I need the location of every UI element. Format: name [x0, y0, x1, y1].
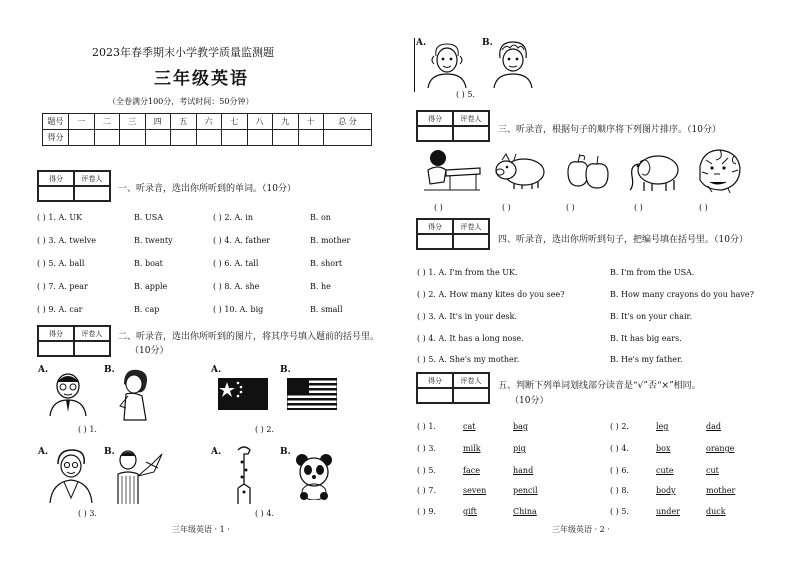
score-table-header: 七: [222, 114, 248, 130]
option-b-label: B.: [104, 447, 115, 457]
man-glasses-picture: [44, 370, 96, 418]
order-blank[interactable]: ( ): [699, 203, 708, 212]
page-footer-2: 三年级英语 · 2 ·: [552, 525, 610, 534]
option-b: B. on: [310, 213, 331, 222]
grade-box-1: [37, 170, 111, 202]
score-cell[interactable]: [196, 130, 222, 146]
grade-box-3: [416, 110, 490, 142]
question-4-2[interactable]: ( ) 2. A. How many kites do you see?: [417, 290, 565, 299]
score-table: [42, 113, 372, 146]
grandmother-picture: [44, 448, 100, 504]
score-table-header: 八: [247, 114, 273, 130]
page-footer-1: 三年级英语 · 1 ·: [172, 525, 230, 534]
score-table-header: 三: [120, 114, 146, 130]
grader-cell[interactable]: [74, 186, 110, 201]
word: body: [656, 486, 676, 495]
grader-cell[interactable]: [453, 126, 489, 141]
word: hand: [513, 466, 534, 475]
score-table-header: 六: [196, 114, 222, 130]
grade-cell[interactable]: [417, 126, 453, 141]
option-b: B. I'm from the USA.: [610, 268, 695, 277]
exam-info: （全卷满分100分，考试时间：50分钟）: [108, 97, 254, 106]
question-1-4[interactable]: ( ) 4. A. father: [213, 236, 271, 245]
word: face: [463, 466, 480, 475]
grade-label: 得分: [417, 111, 453, 126]
grader-cell[interactable]: [453, 388, 489, 403]
word: under: [656, 507, 680, 516]
question-4-5[interactable]: ( ) 5. A. She's my mother.: [417, 355, 520, 364]
grade-label: 得分: [38, 326, 74, 341]
section4-title: 四、听录音，选出你所听到句子，把编号填在括号里。（10分）: [498, 235, 748, 245]
option-a-label: A.: [211, 365, 222, 375]
section5-title: 五、判断下列单词划线部分读音是“√”否“×”相同。: [498, 381, 701, 391]
score-cell[interactable]: [171, 130, 197, 146]
question-1-2[interactable]: ( ) 2. A. in: [213, 213, 254, 222]
word: mother: [706, 486, 736, 495]
section3-title: 三、听录音，根据句子的顺序将下列图片排序。（10分）: [498, 125, 721, 135]
question-5-left[interactable]: ( ) 1.: [417, 422, 436, 431]
question-2-3[interactable]: ( ) 3.: [78, 509, 97, 518]
score-table-header: 一: [69, 114, 95, 130]
grader-label: 评卷人: [453, 373, 489, 388]
grade-box-5: [416, 372, 490, 404]
score-cell[interactable]: [324, 130, 372, 146]
woman-picture: [110, 366, 158, 422]
word: gift: [463, 507, 477, 516]
option-b: B. short: [310, 259, 343, 268]
option-b: B. It has big ears.: [610, 334, 682, 343]
word: dad: [706, 422, 722, 431]
order-blank[interactable]: ( ): [434, 203, 443, 212]
question-2-1[interactable]: ( ) 1.: [78, 425, 97, 434]
question-5-right[interactable]: ( ) 2.: [610, 422, 629, 431]
grade-box-2: [37, 325, 111, 357]
giraffe-picture: [228, 444, 258, 506]
question-5-left[interactable]: ( ) 3.: [417, 444, 436, 453]
pig-picture: [494, 150, 546, 190]
section5-score: （10分）: [510, 396, 549, 406]
question-1-3[interactable]: ( ) 3. A. twelve: [37, 236, 96, 245]
elephant-picture: [626, 150, 682, 192]
word: leg: [656, 422, 669, 431]
question-4-4[interactable]: ( ) 4. A. It has a long nose.: [417, 334, 524, 343]
word: bag: [513, 422, 529, 431]
margin-line: [414, 38, 415, 92]
option-b: B. USA: [134, 213, 163, 222]
option-a-label: A.: [38, 447, 49, 457]
score-cell[interactable]: [247, 130, 273, 146]
exam-title: 2023年春季期末小学教学质量监测题: [92, 46, 274, 59]
word: cute: [656, 466, 674, 475]
boy-desk-picture: [420, 148, 482, 192]
apples-picture: [564, 152, 612, 190]
question-2-5[interactable]: ( ) 5.: [456, 90, 475, 99]
man-kite-picture: [108, 446, 164, 506]
question-1-7[interactable]: ( ) 7. A. pear: [37, 282, 88, 291]
score-table-header: 九: [273, 114, 299, 130]
question-5-left[interactable]: ( ) 9.: [417, 507, 436, 516]
word: orange: [706, 444, 735, 453]
question-1-9[interactable]: ( ) 9. A. car: [37, 305, 83, 314]
option-b: B. small: [310, 305, 343, 314]
question-4-1[interactable]: ( ) 1. A. I'm from the UK.: [417, 268, 518, 277]
grader-cell[interactable]: [453, 234, 489, 249]
option-b: B. boat: [134, 259, 163, 268]
option-b: B. cap: [134, 305, 160, 314]
grader-label: 评卷人: [74, 326, 110, 341]
tiger-picture: [694, 146, 744, 194]
question-1-5[interactable]: ( ) 5. A. ball: [37, 259, 85, 268]
word: duck: [706, 507, 726, 516]
grade-label: 得分: [417, 373, 453, 388]
grandfather-picture: [424, 42, 470, 88]
question-1-1[interactable]: ( ) 1. A. UK: [37, 213, 83, 222]
grade-cell[interactable]: [38, 341, 74, 356]
score-cell[interactable]: [298, 130, 324, 146]
option-b: B. apple: [134, 282, 168, 291]
section1-title: 一、听录音，选出你所听到的单词。（10分）: [118, 184, 296, 194]
option-b: B. twenty: [134, 236, 173, 245]
word: cut: [706, 466, 719, 475]
grader-label: 评卷人: [74, 171, 110, 186]
score-cell[interactable]: [94, 130, 120, 146]
china-flag-picture: [218, 378, 268, 410]
score-table-row-label: 得分: [43, 130, 69, 146]
grade-label: 得分: [417, 219, 453, 234]
option-b-label: B.: [104, 365, 115, 375]
score-table-header: 五: [171, 114, 197, 130]
grader-label: 评卷人: [453, 219, 489, 234]
option-b-label: B.: [280, 447, 291, 457]
question-4-3[interactable]: ( ) 3. A. It's in your desk.: [417, 312, 518, 321]
question-5-right[interactable]: ( ) 6.: [610, 466, 629, 475]
grader-label: 评卷人: [453, 111, 489, 126]
question-2-2[interactable]: ( ) 2.: [255, 425, 274, 434]
exam-subtitle: 三年级英语: [154, 69, 249, 89]
score-table-header: 总 分: [324, 114, 372, 130]
question-5-right[interactable]: ( ) 8.: [610, 486, 629, 495]
order-blank[interactable]: ( ): [566, 203, 575, 212]
score-table-header: 四: [145, 114, 171, 130]
word: China: [513, 507, 537, 516]
grandmother-picture: [490, 40, 536, 88]
question-1-10[interactable]: ( ) 10. A. big: [213, 305, 264, 314]
grade-cell[interactable]: [38, 186, 74, 201]
score-table-header: 二: [94, 114, 120, 130]
order-blank[interactable]: ( ): [634, 203, 643, 212]
option-b: B. he: [310, 282, 331, 291]
score-cell[interactable]: [145, 130, 171, 146]
score-cell[interactable]: [273, 130, 299, 146]
grader-cell[interactable]: [74, 341, 110, 356]
question-5-left[interactable]: ( ) 7.: [417, 486, 436, 495]
word: pig: [513, 444, 526, 453]
panda-picture: [292, 452, 336, 500]
option-b: B. mother: [310, 236, 351, 245]
score-cell[interactable]: [222, 130, 248, 146]
option-a-label: A.: [416, 38, 427, 48]
word: seven: [463, 486, 487, 495]
word: box: [656, 444, 671, 453]
option-b-label: B.: [280, 365, 291, 375]
score-table-header: 题号: [43, 114, 69, 130]
question-2-4[interactable]: ( ) 4.: [255, 509, 274, 518]
question-5-right[interactable]: ( ) 4.: [610, 444, 629, 453]
section2-title: 二、听录音，选出你所听到的图片，将其序号填入题前的括号里。: [118, 332, 380, 342]
section2-score: （10分）: [130, 346, 169, 356]
option-a-label: A.: [38, 365, 49, 375]
option-b: B. He's my father.: [610, 355, 683, 364]
score-cell[interactable]: [120, 130, 146, 146]
grade-cell[interactable]: [417, 388, 453, 403]
score-cell[interactable]: [69, 130, 95, 146]
option-a-label: A.: [211, 447, 222, 457]
grade-label: 得分: [38, 171, 74, 186]
word: pencil: [513, 486, 538, 495]
grade-box-4: [416, 218, 490, 250]
word: cat: [463, 422, 476, 431]
question-5-right[interactable]: ( ) 5.: [610, 507, 629, 516]
option-b: B. It's on your chair.: [610, 312, 693, 321]
score-table-header: 十: [298, 114, 324, 130]
option-b-label: B.: [482, 38, 493, 48]
grade-cell[interactable]: [417, 234, 453, 249]
question-1-8[interactable]: ( ) 8. A. she: [213, 282, 260, 291]
option-b: B. How many crayons do you have?: [610, 290, 754, 299]
word: milk: [463, 444, 481, 453]
usa-flag-picture: [287, 378, 337, 410]
question-5-left[interactable]: ( ) 5.: [417, 466, 436, 475]
question-1-6[interactable]: ( ) 6. A. tall: [213, 259, 259, 268]
order-blank[interactable]: ( ): [502, 203, 511, 212]
